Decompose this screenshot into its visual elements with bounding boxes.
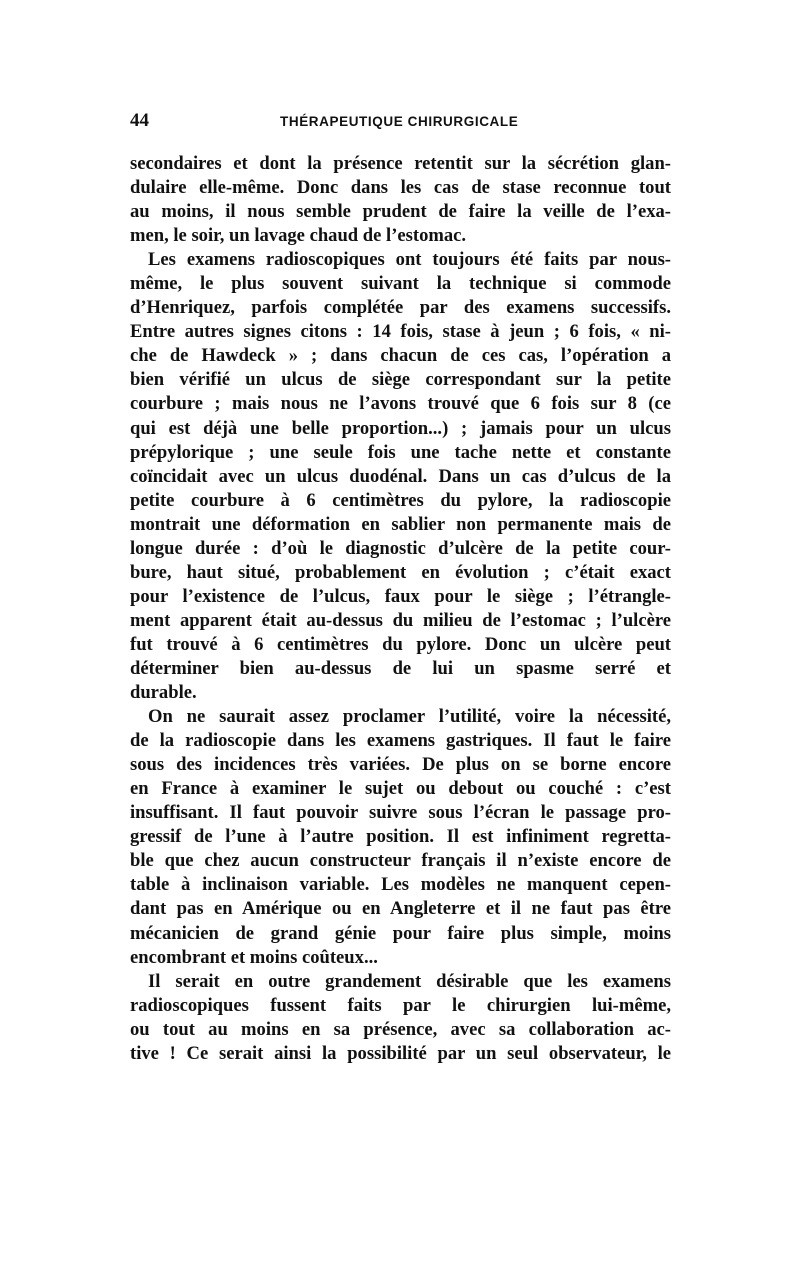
- text-line: mécanicien de grand génie pour faire plus simple, moins: [130, 922, 671, 944]
- text-line: durable.: [130, 682, 197, 704]
- text-line: fut trouvé à 6 centimètres du pylore. Donc un ulcère peut: [130, 633, 671, 655]
- text-line: petite courbure à 6 centimètres du pylore, la radioscopie: [130, 489, 671, 511]
- text-line: Entre autres signes citons : 14 fois, stase à jeun ; 6 fois, « ni-: [130, 321, 671, 343]
- text-line: même, le plus souvent suivant la technique si commode: [130, 273, 671, 295]
- text-line: Il serait en outre grandement désirable que les examens: [148, 970, 671, 992]
- text-line: qui est déjà une belle proportion...) ; jamais pour un ulcus: [130, 417, 671, 439]
- text-line: radioscopiques fussent faits par le chirurgien lui-même,: [130, 994, 671, 1016]
- running-title: THÉRAPEUTIQUE CHIRURGICALE: [280, 114, 519, 129]
- text-line: sous des incidences très variées. De plus on se borne encore: [130, 754, 671, 776]
- book-page: [130, 110, 671, 1066]
- text-line: bien vérifié un ulcus de siège correspondant sur la petite: [130, 369, 671, 391]
- text-line: secondaires et dont la présence retentit sur la sécrétion glan-: [130, 153, 671, 174]
- text-line: longue durée : d’où le diagnostic d’ulcère de la petite cour-: [130, 537, 671, 559]
- text-line: che de Hawdeck » ; dans chacun de ces cas, l’opération a: [130, 345, 671, 367]
- text-line: insuffisant. Il faut pouvoir suivre sous l’écran le passage pro-: [130, 802, 671, 824]
- text-line: tive ! Ce serait ainsi la possibilité par un seul observateur, le: [130, 1042, 671, 1064]
- text-line: coïncidait avec un ulcus duodénal. Dans un cas d’ulcus de la: [130, 465, 671, 487]
- text-line: ou tout au moins en sa présence, avec sa collaboration ac-: [130, 1018, 671, 1040]
- text-line: dant pas en Amérique ou en Angleterre et il ne faut pas être: [130, 898, 671, 920]
- text-line: gressif de l’une à l’autre position. Il est infiniment regretta-: [130, 826, 671, 848]
- text-line: en France à examiner le sujet ou debout ou couché : c’est: [130, 778, 671, 800]
- text-line: prépylorique ; une seule fois une tache nette et constante: [130, 441, 671, 463]
- page-number: 44: [130, 110, 149, 131]
- text-line: courbure ; mais nous ne l’avons trouvé que 6 fois sur 8 (ce: [130, 393, 671, 415]
- body-text: [130, 152, 671, 1066]
- text-line: table à inclinaison variable. Les modèles ne manquent cepen-: [130, 874, 671, 896]
- text-line: déterminer bien au-dessus de lui un spasme serré et: [130, 657, 671, 679]
- text-line: Les examens radioscopiques ont toujours été faits par nous-: [148, 249, 671, 271]
- text-line: d’Henriquez, parfois complétée par des examens successifs.: [130, 297, 671, 319]
- text-line: bure, haut situé, probablement en évolution ; c’était exact: [130, 561, 671, 583]
- text-line: pour l’existence de l’ulcus, faux pour le siège ; l’étrangle-: [130, 585, 671, 607]
- text-line: men, le soir, un lavage chaud de l’estomac.: [130, 225, 467, 247]
- text-line: au moins, il nous semble prudent de faire la veille de l’exa-: [130, 201, 671, 223]
- text-line: On ne saurait assez proclamer l’utilité, voire la nécessité,: [148, 706, 671, 728]
- text-line: encombrant et moins coûteux...: [130, 946, 378, 968]
- text-line: dulaire elle-même. Donc dans les cas de stase reconnue tout: [130, 177, 671, 199]
- text-line: de la radioscopie dans les examens gastriques. Il faut le faire: [130, 730, 671, 752]
- text-line: ment apparent était au-dessus du milieu de l’estomac ; l’ulcère: [130, 609, 671, 631]
- running-head: [130, 110, 671, 138]
- text-line: ble que chez aucun constructeur français il n’existe encore de: [130, 850, 671, 872]
- text-line: montrait une déformation en sablier non permanente mais de: [130, 513, 671, 535]
